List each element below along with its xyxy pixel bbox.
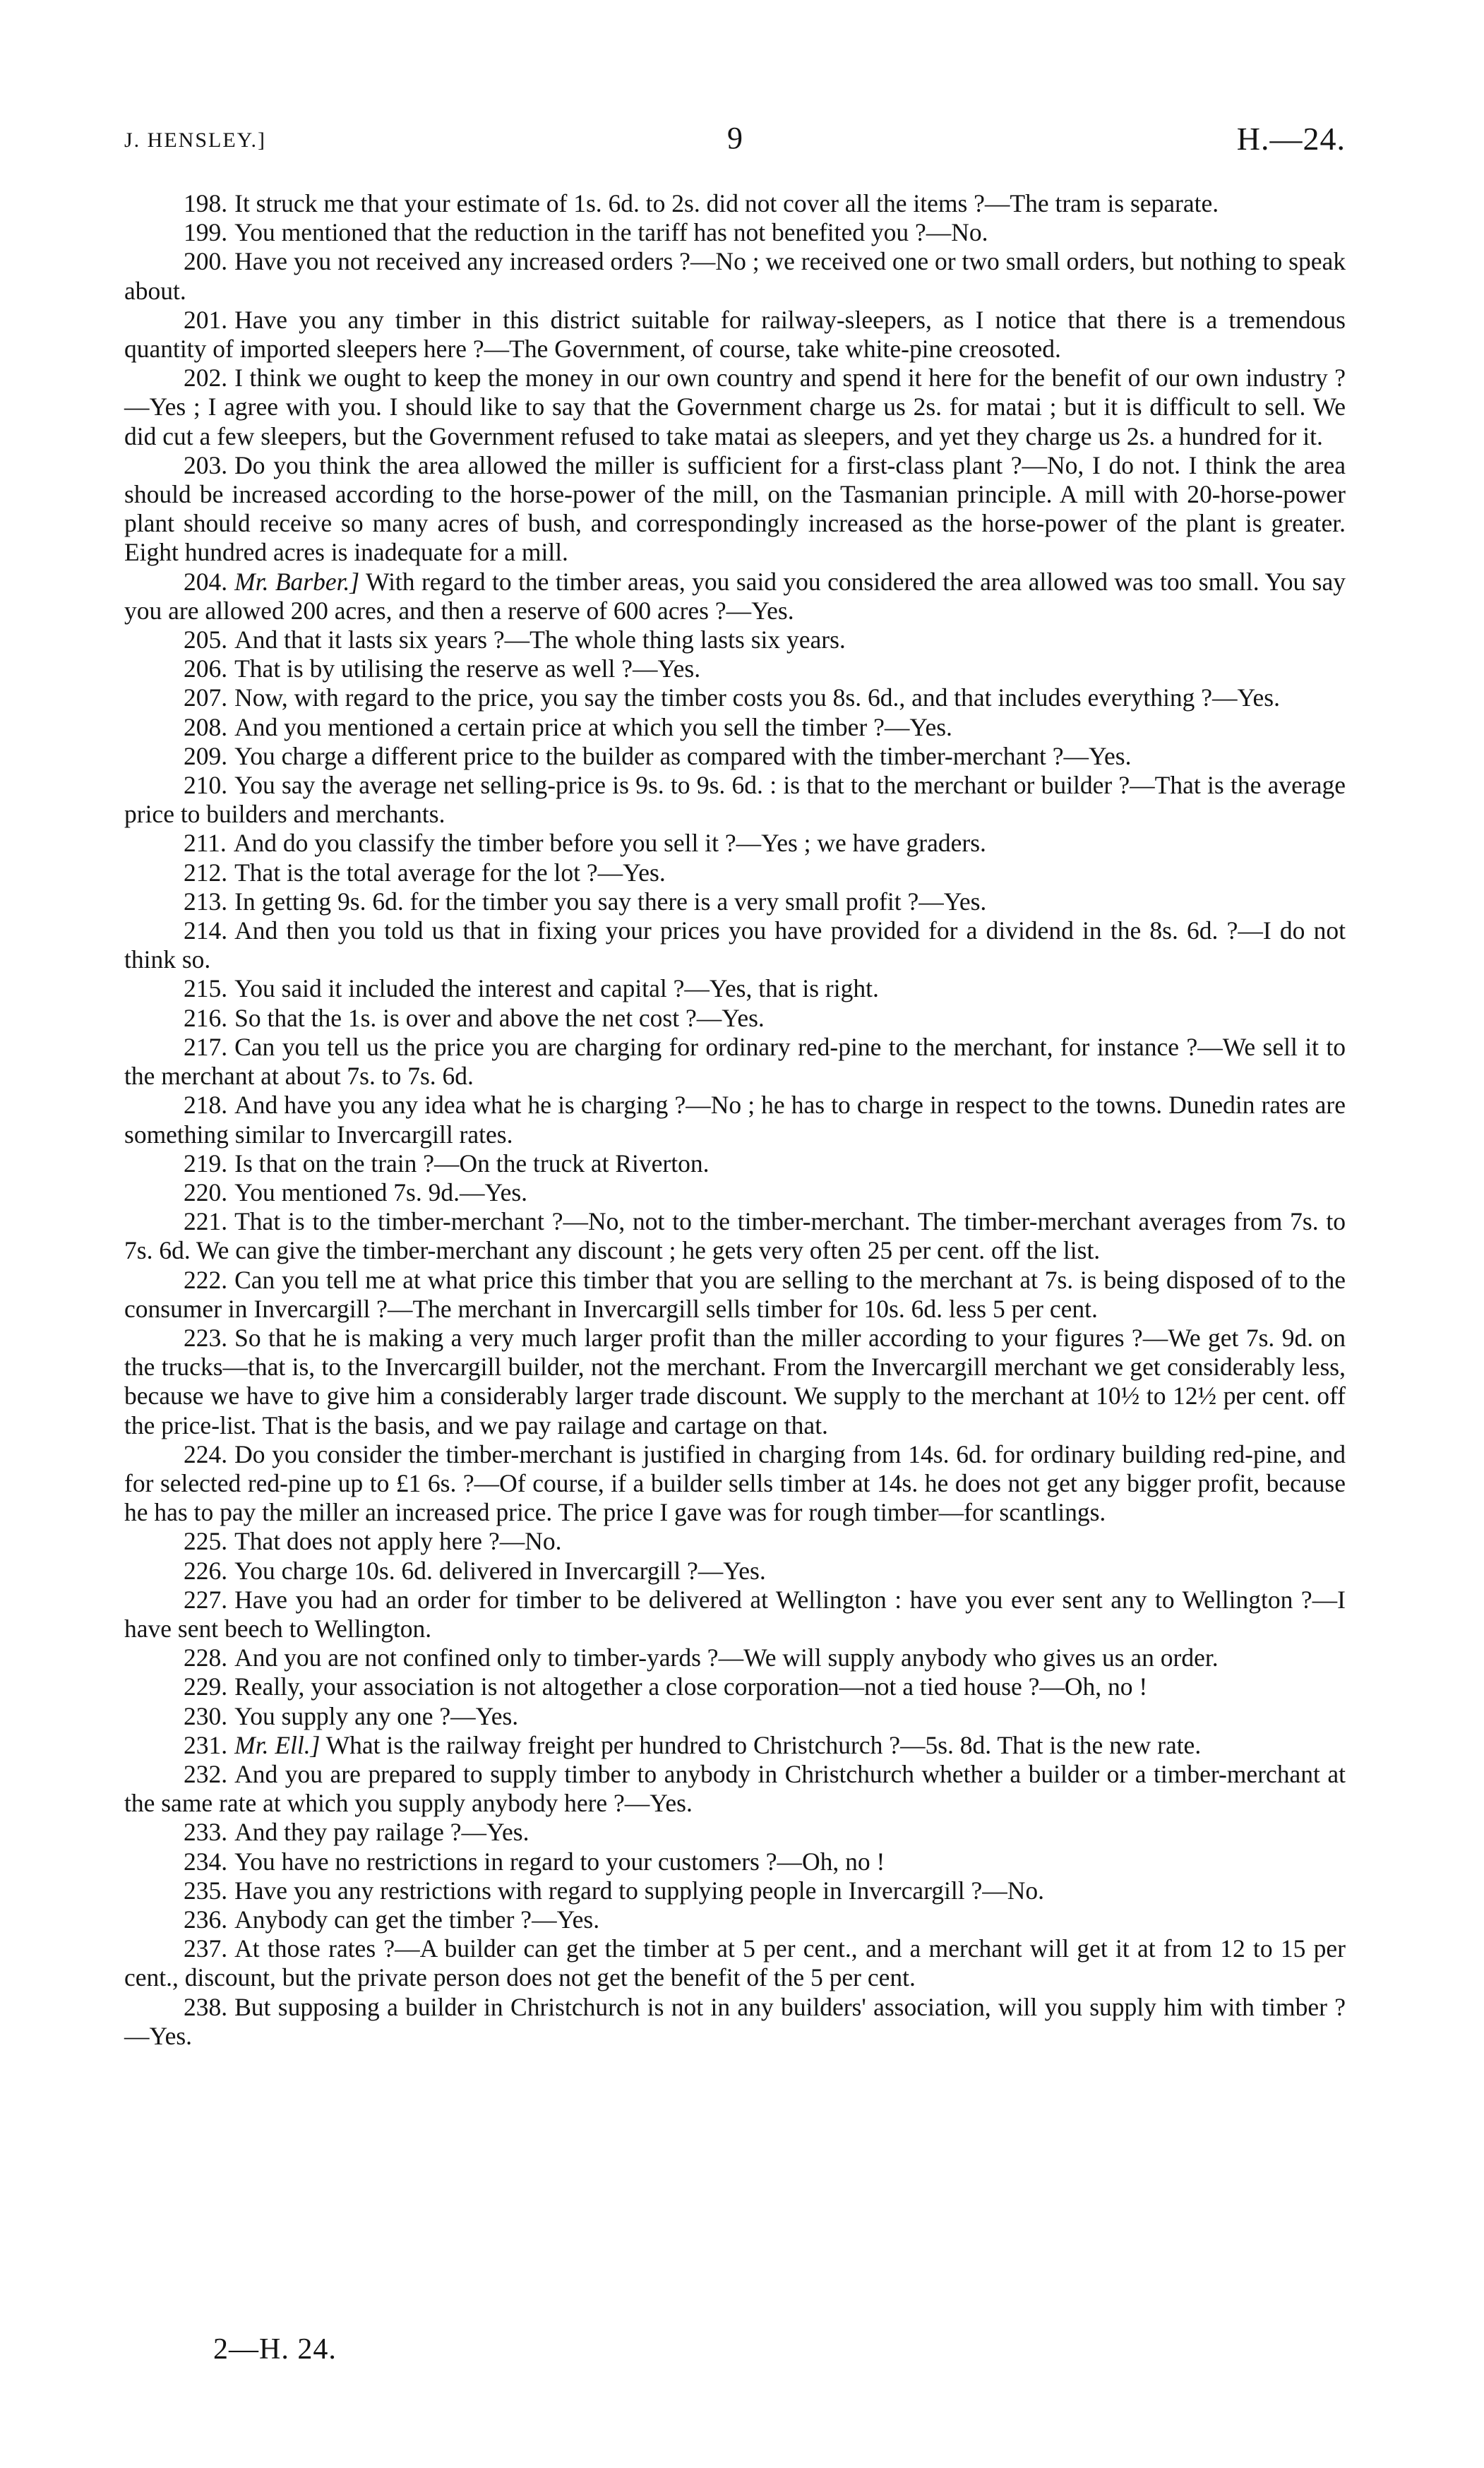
question-paragraph <box>124 1731 1346 1760</box>
question-answer-text: Anybody can get the timber ?—Yes. <box>234 1905 600 1934</box>
question-paragraph <box>124 742 1346 771</box>
question-answer-text: And you mentioned a certain price at which you sell the timber ?—Yes. <box>234 712 952 741</box>
question-paragraph <box>124 1149 1346 1178</box>
question-answer-text: Do you consider the timber-merchant is justified in charging from 14s. 6d. for ordinary building red-pine, and for selected red-pine up to £1 6s. ?—Of course, if a builder sells timber at 14s. he does not get any bigger profit, because he has to pay the miller an increased price. The price I gave was for rough timber—for scantlings. <box>124 1439 1346 1527</box>
question-paragraph <box>124 1324 1346 1440</box>
question-number: 238. <box>184 1992 228 2021</box>
question-paragraph <box>124 1004 1346 1033</box>
question-answer-text: And do you classify the timber before you sell it ?—Yes ; we have graders. <box>233 829 986 858</box>
question-paragraph <box>124 1993 1346 2051</box>
question-number: 212. <box>184 858 228 887</box>
question-number: 231. <box>184 1730 228 1759</box>
question-paragraph <box>124 218 1346 247</box>
question-number: 233. <box>184 1818 228 1847</box>
question-paragraph <box>124 1557 1346 1586</box>
question-number: 225. <box>184 1527 228 1556</box>
question-paragraph <box>124 858 1346 887</box>
question-answer-text: Can you tell us the price you are charging for ordinary red-pine to the merchant, for instance ?—We sell it to the merchant at about 7s. to 7s. 6d. <box>124 1032 1346 1091</box>
question-number: 207. <box>184 683 228 712</box>
question-number: 199. <box>184 218 228 247</box>
question-number: 219. <box>184 1149 228 1178</box>
question-number: 204. <box>184 567 228 596</box>
question-answer-text: At those rates ?—A builder can get the timber at 5 per cent., and a merchant will get it at from 12 to 15 per cent., discount, but the private person does not get the benefit of the 5 per cent. <box>124 1934 1346 1992</box>
question-answer-text: Really, your association is not altogether a close corporation—not a tied house ?—Oh, no ! <box>234 1672 1148 1701</box>
question-answer-text: Have you had an order for timber to be delivered at Wellington : have you ever sent any to Wellington ?—I have sent beech to Wellington. <box>124 1585 1346 1643</box>
question-answer-text: You have no restrictions in regard to your customers ?—Oh, no ! <box>234 1847 885 1876</box>
question-answer-text: You charge a different price to the builder as compared with the timber-merchant ?—Yes. <box>234 741 1132 770</box>
question-answer-text: And you are prepared to supply timber to anybody in Christchurch whether a builder or a timber-merchant at the same rate at which you supply anybody here ?—Yes. <box>124 1759 1346 1818</box>
question-number: 210. <box>184 771 228 800</box>
question-answer-text: Have you any restrictions with regard to supplying people in Invercargill ?—No. <box>234 1876 1045 1905</box>
witness-name: J. HENSLEY.] <box>124 128 266 152</box>
question-paragraph <box>124 654 1346 683</box>
question-paragraph <box>124 306 1346 364</box>
question-paragraph <box>124 1760 1346 1818</box>
question-number: 202. <box>184 364 228 393</box>
question-paragraph <box>124 1934 1346 1992</box>
question-paragraph <box>124 683 1346 712</box>
question-number: 222. <box>184 1265 228 1294</box>
question-paragraph <box>124 1033 1346 1091</box>
evidence-text <box>124 189 1346 2051</box>
speaker-name: Mr. Barber.] <box>234 567 360 596</box>
question-paragraph <box>124 1643 1346 1672</box>
question-paragraph <box>124 1178 1346 1207</box>
question-answer-text: And then you told us that in fixing your prices you have provided for a dividend in the 8s. 6d. ?—I do not think so. <box>124 916 1346 974</box>
question-answer-text: That is by utilising the reserve as well ?—Yes. <box>234 654 701 683</box>
question-number: 215. <box>184 974 228 1003</box>
question-number: 200. <box>184 247 228 276</box>
question-number: 205. <box>184 625 228 654</box>
question-number: 211. <box>184 829 227 858</box>
question-number: 214. <box>184 916 228 945</box>
question-paragraph <box>124 1207 1346 1265</box>
question-paragraph <box>124 1905 1346 1934</box>
question-number: 218. <box>184 1091 228 1120</box>
page-number: 9 <box>727 121 743 155</box>
question-number: 220. <box>184 1178 228 1206</box>
question-number: 232. <box>184 1759 228 1788</box>
question-number: 217. <box>184 1032 228 1061</box>
speaker-name: Mr. Ell.] <box>234 1730 321 1759</box>
question-answer-text: That does not apply here ?—No. <box>234 1527 562 1556</box>
question-number: 203. <box>184 450 228 479</box>
question-number: 234. <box>184 1847 228 1876</box>
question-paragraph <box>124 1527 1346 1556</box>
question-number: 226. <box>184 1556 228 1585</box>
question-paragraph <box>124 713 1346 742</box>
question-number: 221. <box>184 1207 228 1236</box>
question-paragraph <box>124 887 1346 916</box>
paper-reference: H.—24. <box>1236 121 1346 157</box>
question-paragraph <box>124 1091 1346 1149</box>
question-number: 230. <box>184 1701 228 1730</box>
question-paragraph <box>124 1440 1346 1528</box>
sheet-signature: 2—H. 24. <box>213 2333 337 2366</box>
question-answer-text: It struck me that your estimate of 1s. 6d. to 2s. did not cover all the items ?—The tram is separate. <box>234 189 1219 217</box>
question-answer-text: What is the railway freight per hundred to Christchurch ?—5s. 8d. That is the new rate. <box>325 1730 1202 1759</box>
question-answer-text: You supply any one ?—Yes. <box>234 1701 519 1730</box>
question-answer-text: You mentioned 7s. 9d.—Yes. <box>234 1178 528 1206</box>
question-number: 216. <box>184 1003 228 1032</box>
question-paragraph <box>124 364 1346 451</box>
question-number: 206. <box>184 654 228 683</box>
question-answer-text: That is to the timber-merchant ?—No, not to the timber-merchant. The timber-merchant averages from 7s. to 7s. 6d. We can give the timber-merchant any discount ; he gets very often 25 per cent. off the list. <box>124 1207 1346 1265</box>
question-number: 224. <box>184 1439 228 1468</box>
question-answer-text: But supposing a builder in Christchurch is not in any builders' association, will you supply him with timber ?—Yes. <box>124 1992 1346 2050</box>
question-number: 209. <box>184 741 228 770</box>
question-paragraph <box>124 1876 1346 1905</box>
question-answer-text: And they pay railage ?—Yes. <box>234 1818 529 1847</box>
question-paragraph <box>124 1847 1346 1876</box>
question-number: 235. <box>184 1876 228 1905</box>
question-number: 198. <box>184 189 228 217</box>
page-header <box>124 120 1346 162</box>
question-answer-text: I think we ought to keep the money in our own country and spend it here for the benefit of our own industry ?—Yes ; I agree with you. I should like to say that the Government charge us 2s. for matai ; but it is difficult to sell. We did cut a few sleepers, but the Government refused to take matai as sleepers, and yet they charge us 2s. a hundred for it. <box>124 364 1346 450</box>
question-paragraph <box>124 1586 1346 1643</box>
question-answer-text: You say the average net selling-price is 9s. to 9s. 6d. : is that to the merchant or builder ?—That is the average price to builders and merchants. <box>124 771 1346 829</box>
question-answer-text: Is that on the train ?—On the truck at Riverton. <box>234 1149 710 1178</box>
question-number: 236. <box>184 1905 228 1934</box>
question-number: 227. <box>184 1585 228 1614</box>
question-answer-text: Can you tell me at what price this timber that you are selling to the merchant at 7s. is being disposed of to the consumer in Invercargill ?—The merchant in Invercargill sells timber for 10s. 6d. less 5 per cent. <box>124 1265 1346 1323</box>
question-answer-text: You said it included the interest and capital ?—Yes, that is right. <box>234 974 879 1003</box>
question-answer-text: You mentioned that the reduction in the tariff has not benefited you ?—No. <box>234 218 988 247</box>
question-number: 208. <box>184 712 228 741</box>
question-paragraph <box>124 1818 1346 1847</box>
question-answer-text: Now, with regard to the price, you say the timber costs you 8s. 6d., and that includes everything ?—Yes. <box>234 683 1280 712</box>
question-number: 213. <box>184 887 228 916</box>
question-answer-text: So that he is making a very much larger profit than the miller according to your figures ?—We get 7s. 9d. on the trucks—that is, to the Invercargill builder, not the merchant. From the Invercargill merchant we get considerably less, because we have to give him a considerably larger trade discount. We supply to the merchant at 10½ to 12½ per cent. off the price-list. That is the basis, and we pay railage and cartage on that. <box>124 1323 1346 1439</box>
question-paragraph <box>124 247 1346 305</box>
question-paragraph <box>124 1672 1346 1701</box>
question-paragraph <box>124 568 1346 625</box>
question-answer-text: Have you not received any increased orders ?—No ; we received one or two small orders, but nothing to speak about. <box>124 247 1346 305</box>
question-answer-text: With regard to the timber areas, you said you considered the area allowed was too small. You say you are allowed 200 acres, and then a reserve of 600 acres ?—Yes. <box>124 567 1346 625</box>
question-paragraph <box>124 829 1346 858</box>
question-number: 223. <box>184 1323 228 1352</box>
question-answer-text: So that the 1s. is over and above the net cost ?—Yes. <box>234 1003 765 1032</box>
question-paragraph <box>124 625 1346 654</box>
question-paragraph <box>124 1702 1346 1731</box>
question-paragraph <box>124 916 1346 974</box>
question-number: 229. <box>184 1672 228 1701</box>
question-number: 228. <box>184 1643 228 1672</box>
question-answer-text: You charge 10s. 6d. delivered in Invercargill ?—Yes. <box>234 1556 766 1585</box>
question-paragraph <box>124 1266 1346 1324</box>
question-answer-text: And that it lasts six years ?—The whole thing lasts six years. <box>234 625 846 654</box>
question-number: 201. <box>184 305 228 334</box>
question-number: 237. <box>184 1934 228 1963</box>
question-paragraph <box>124 451 1346 568</box>
question-answer-text: Do you think the area allowed the miller is sufficient for a first-class plant ?—No, I do not. I think the area should be increased according to the horse-power of the mill, on the Tasmanian principle. A mill with 20-horse-power plant should receive so many acres of bush, and correspondingly increased as the horse-power of the plant is greater. Eight hundred acres is inadequate for a mill. <box>124 450 1346 567</box>
question-answer-text: In getting 9s. 6d. for the timber you say there is a very small profit ?—Yes. <box>234 887 987 916</box>
question-paragraph <box>124 974 1346 1003</box>
question-answer-text: And you are not confined only to timber-yards ?—We will supply anybody who gives us an order. <box>234 1643 1219 1672</box>
question-paragraph <box>124 771 1346 829</box>
question-answer-text: And have you any idea what he is charging ?—No ; he has to charge in respect to the towns. Dunedin rates are something similar to Invercargill rates. <box>124 1091 1346 1149</box>
question-paragraph <box>124 189 1346 218</box>
question-answer-text: Have you any timber in this district suitable for railway-sleepers, as I notice that there is a tremendous quantity of imported sleepers here ?—The Government, of course, take white-pine creosoted. <box>124 305 1346 364</box>
question-answer-text: That is the total average for the lot ?—Yes. <box>234 858 666 887</box>
